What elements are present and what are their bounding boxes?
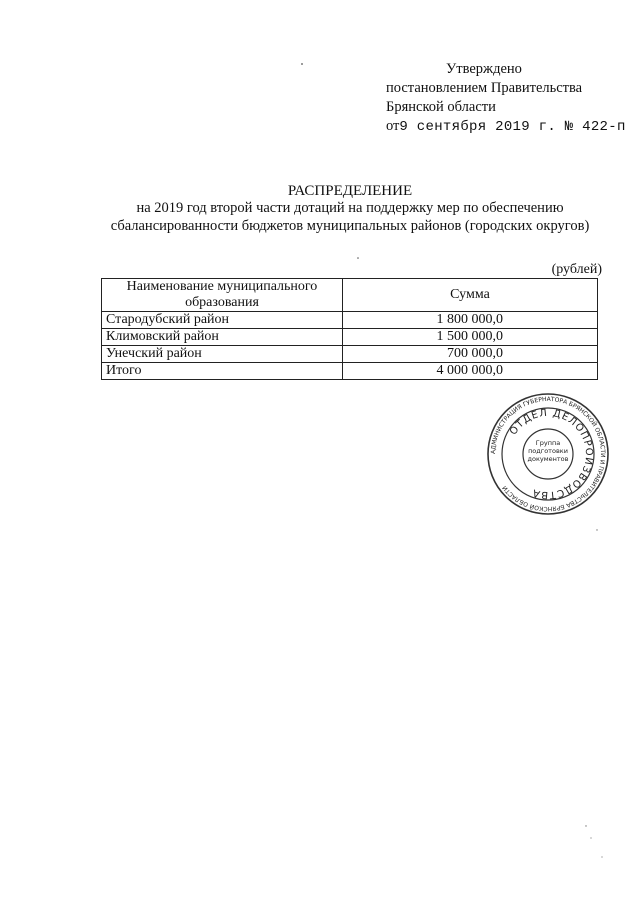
row-amount: 700 000,0: [343, 346, 598, 363]
document-subtitle: на 2019 год второй части дотаций на поддержку мер по обеспечению сбалансированности бюджетов муниципальных районов (городских округов): [110, 200, 590, 234]
row-amount-total: 4 000 000,0: [343, 363, 598, 380]
unit-label: (рублей): [551, 262, 602, 277]
stamp-outer-text: АДМИНИСТРАЦИЯ ГУБЕРНАТОРА БРЯНСКОЙ ОБЛАСТИ И ПРАВИТЕЛЬСТВА БРЯНСКОЙ ОБЛАСТИ: [489, 395, 607, 513]
approval-line-resolution: постановлением Правительства: [386, 80, 583, 96]
column-header-amount: Сумма: [343, 279, 598, 312]
column-header-name: Наименование муниципального образования: [102, 279, 343, 312]
row-amount: 1 800 000,0: [343, 312, 598, 329]
approval-date-number: 9 сентября 2019 г. № 422-п: [399, 119, 626, 135]
stamp-center-text: Группа подготовки документов: [527, 439, 569, 463]
stamp-middle-text: ОТДЕЛ ДЕЛОПРОИЗВОДСТВА: [507, 407, 595, 501]
approval-heading: Утверждено: [446, 61, 522, 77]
row-name-total: Итого: [102, 363, 343, 380]
row-name: Стародубский район: [102, 312, 343, 329]
row-amount: 1 500 000,0: [343, 329, 598, 346]
approval-date-prefix: от: [386, 118, 400, 134]
approval-line-region: Брянской области: [386, 99, 496, 115]
document-title: РАСПРЕДЕЛЕНИЕ: [287, 183, 413, 199]
row-name: Унечский район: [102, 346, 343, 363]
row-name: Климовский район: [102, 329, 343, 346]
